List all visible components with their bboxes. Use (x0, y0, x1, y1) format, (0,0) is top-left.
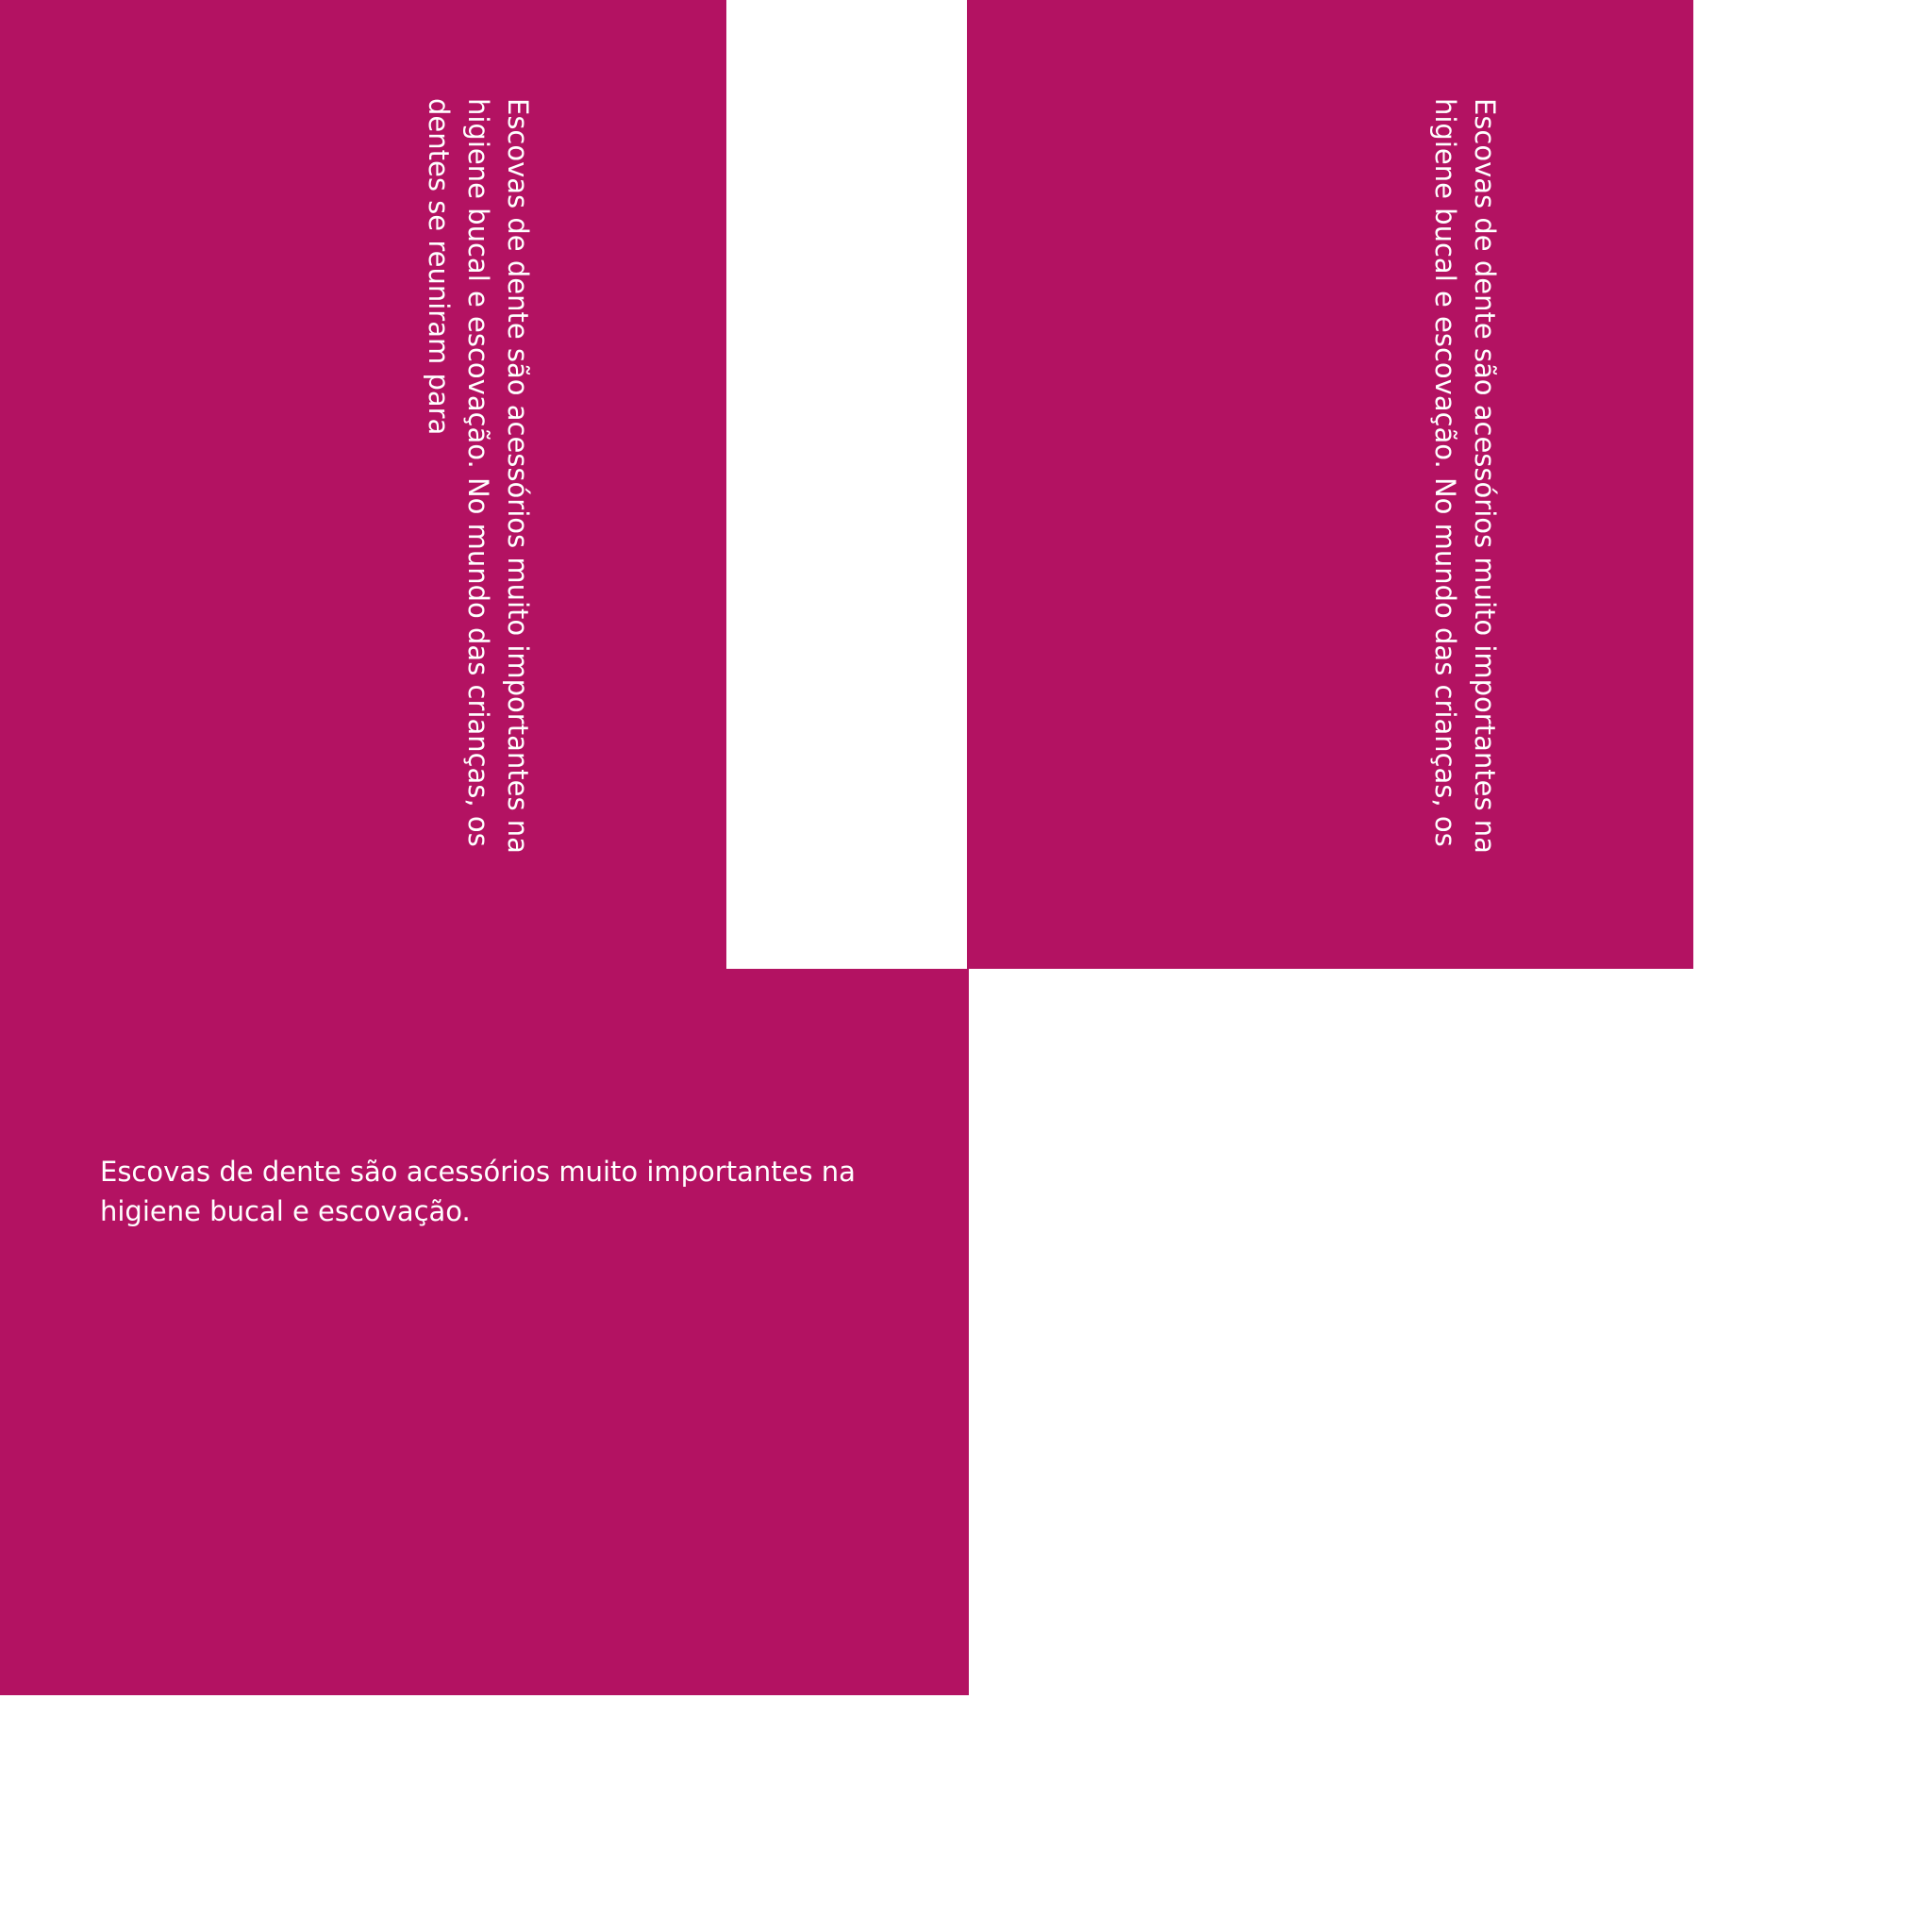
panel-top-right (967, 0, 1693, 969)
vertical-text-top-left: Escovas de dente são acessórios muito importantes na higiene bucal e escovação. No mundo das crianças, os dentes se reuniram para (423, 98, 534, 863)
panel-bottom (0, 969, 969, 1695)
vertical-text-top-right: Escovas de dente são acessórios muito importantes na higiene bucal e escovação. No mundo das crianças, os (1429, 98, 1501, 863)
horizontal-text-bottom: Escovas de dente são acessórios muito importantes na higiene bucal e escovação. (100, 1156, 856, 1227)
panel-top-left (0, 0, 726, 969)
